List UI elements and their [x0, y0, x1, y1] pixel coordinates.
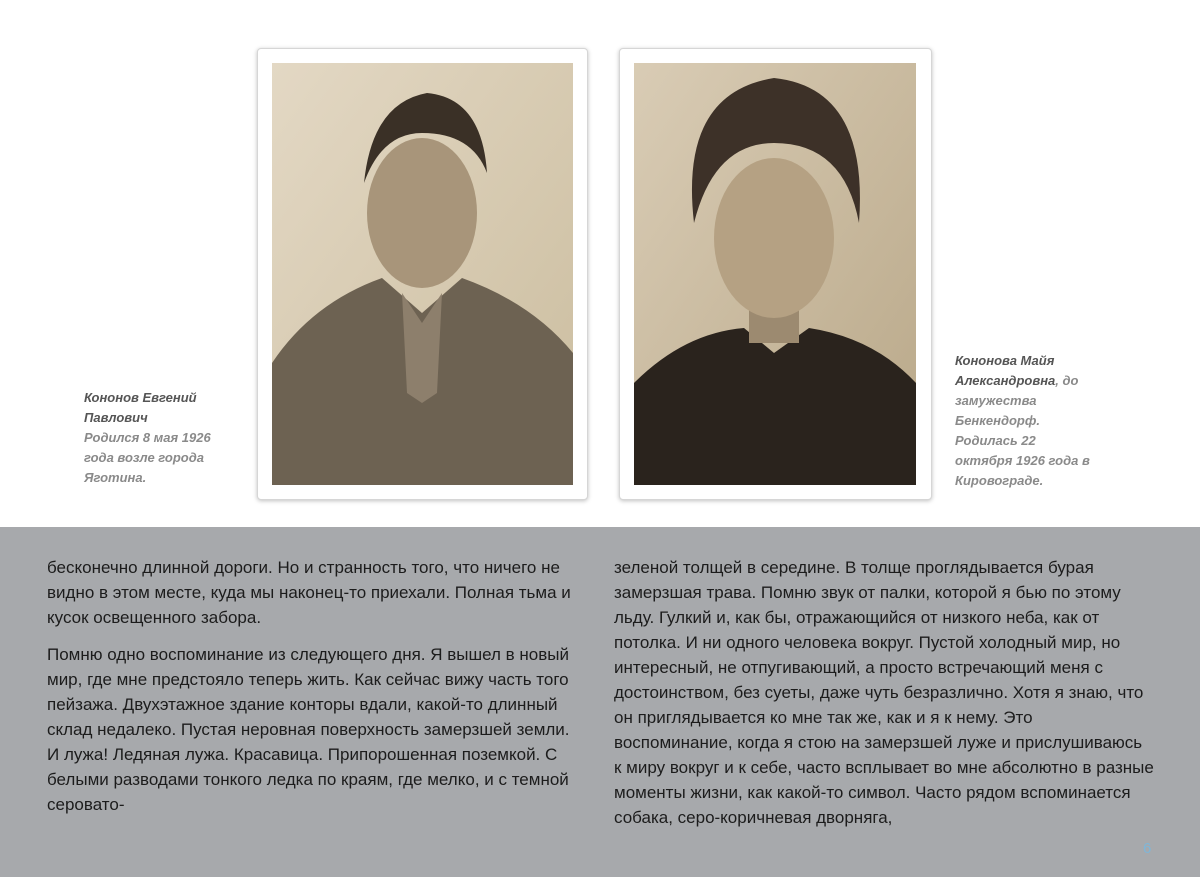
- paragraph: зеленой толщей в середине. В толще проглядывается бурая замерзшая трава. Помню звук от палки, которой я бью по этому льду. Гулкий и, как бы, отражающийся от низкого неба, как от потолка. И ни одного человека вокруг. Пустой холодный мир, но интересный, не отпугивающий, а просто встречающий меня с достоинством, без суеты, даже чуть безразлично. Хотя я знаю, что он приглядывается ко мне так же, как и я к нему. Это воспоминание, когда я стою на замерзшей луже и прислушиваюсь к миру вокруг и к себе, часто всплывает во мне абсолютно в разные моменты жизни, как какой-то символ. Часто рядом вспоминается собака, серо-коричневая дворняга,: [614, 558, 1154, 827]
- portrait-photo-woman: [634, 63, 916, 485]
- text-column-left: [47, 555, 577, 829]
- paragraph: Помню одно воспоминание из следующего дня. Я вышел в новый мир, где мне предстояло теперь жить. Как сейчас вижу часть того пейзажа. Двухэтажное здание конторы вдали, какой-то длинный склад недалеко. Пустая неровная поверхность замерзшей земли. И лужа! Ледяная лужа. Красавица. Припорошенная поземкой. С белыми разводами тонкого ледка по краям, где мелко, и с темной серовато-: [47, 645, 570, 814]
- paragraph: бесконечно длинной дороги. Но и странность того, что ничего не видно в этом месте, куда мы наконец-то приехали. Полная тьма и кусок освещенного забора.: [47, 558, 571, 627]
- caption-right-name: Кононова Майя Александровна: [955, 353, 1056, 388]
- caption-left-text: Родился 8 мая 1926 года возле города Яготина.: [84, 430, 211, 485]
- text-column-right: [614, 555, 1154, 842]
- caption-right-text: , до замужества Бенкендорф. Родилась 22 октября 1926 года в Кировограде.: [955, 373, 1090, 488]
- portrait-photo-man: [272, 63, 573, 485]
- caption-right: [955, 351, 1095, 491]
- caption-left-name: Кононов Евгений Павлович: [84, 390, 197, 425]
- page-number: 6: [1143, 840, 1152, 857]
- caption-left: [84, 388, 244, 488]
